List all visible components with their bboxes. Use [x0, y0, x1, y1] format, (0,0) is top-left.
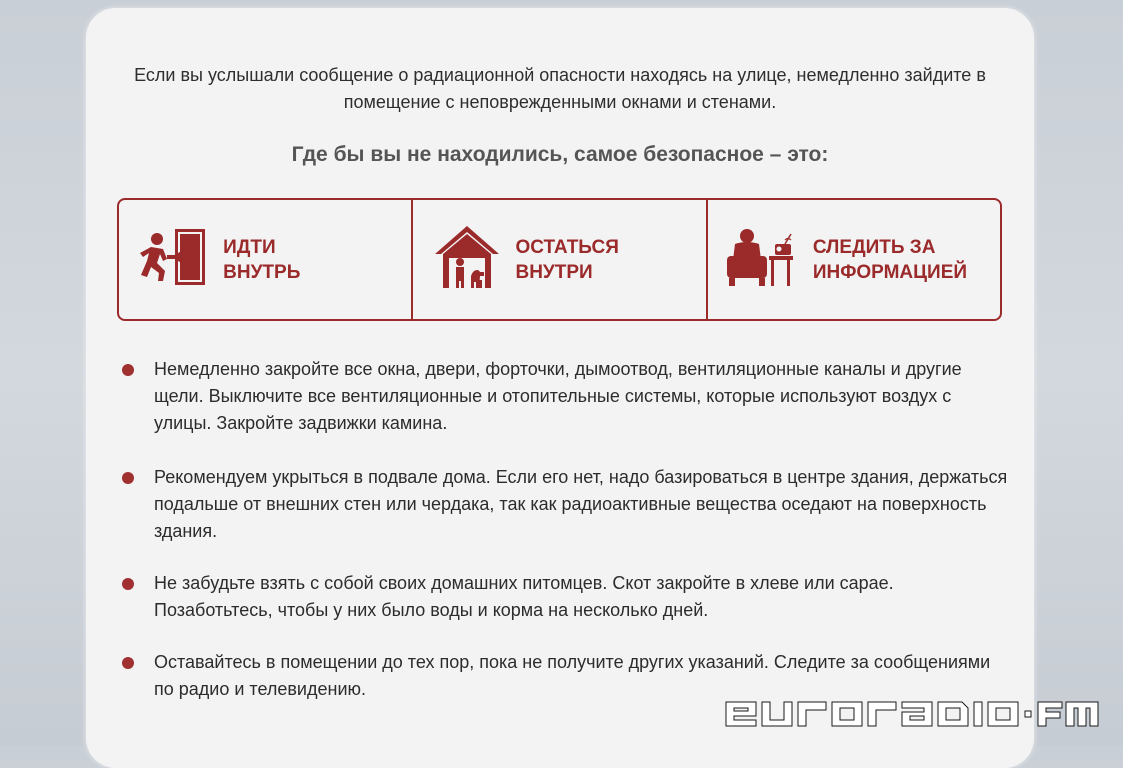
- bullet-dot-icon: [122, 578, 134, 590]
- exit-running-person-icon: [137, 227, 209, 292]
- bullet-dot-icon: [122, 472, 134, 484]
- euroradio-logo: [722, 694, 1102, 732]
- bullet-dot-icon: [122, 364, 134, 376]
- action-stay-inside-label: ОСТАТЬСЯ ВНУТРИ: [515, 236, 619, 283]
- action-go-inside-label: ИДТИ ВНУТРЬ: [223, 236, 301, 283]
- list-item-text: Оставайтесь в помещении до тех пор, пока не получите других указаний. Следите за сообщениями по радио и телевидению.: [154, 652, 991, 699]
- action-go-inside: [119, 200, 413, 319]
- euroradio-logo-mark: [722, 694, 1102, 732]
- bullet-dot-icon: [122, 657, 134, 669]
- action-stay-inside: [413, 200, 707, 319]
- action-follow-info-label: СЛЕДИТЬ ЗА ИНФОРМАЦИЕЙ: [812, 236, 968, 283]
- person-with-radio-icon: [725, 226, 799, 293]
- action-follow-info: [708, 200, 1000, 319]
- intro-text: Если вы услышали сообщение о радиационной опасности находясь на улице, немедленно зайдите в помещение с неповрежденными окнами и стенами.: [134, 65, 986, 112]
- list-item-text: Немедленно закройте все окна, двери, форточки, дымоотвод, вентиляционные каналы и другие щели. Выключите все вентиляционные и отопительные системы, которые используют воздух с улицы. Закройте задвижки камина.: [154, 359, 962, 433]
- house-with-family-icon: [433, 224, 501, 295]
- list-item: [118, 570, 1008, 624]
- list-item-text: Не забудьте взять с собой своих домашних питомцев. Скот закройте в хлеве или сарае. Позаботьтесь, чтобы у них было воды и корма на несколько дней.: [154, 573, 894, 620]
- action-panel: [117, 198, 1002, 321]
- section-heading: Где бы вы не находились, самое безопасное – это:: [291, 143, 829, 166]
- list-item: [118, 356, 1008, 437]
- list-item-text: Рекомендуем укрыться в подвале дома. Если его нет, надо базироваться в центре здания, держаться подальше от внешних стен или чердака, так как радиоактивные вещества оседают на поверхность здания.: [154, 467, 1008, 541]
- list-item: [118, 464, 1008, 545]
